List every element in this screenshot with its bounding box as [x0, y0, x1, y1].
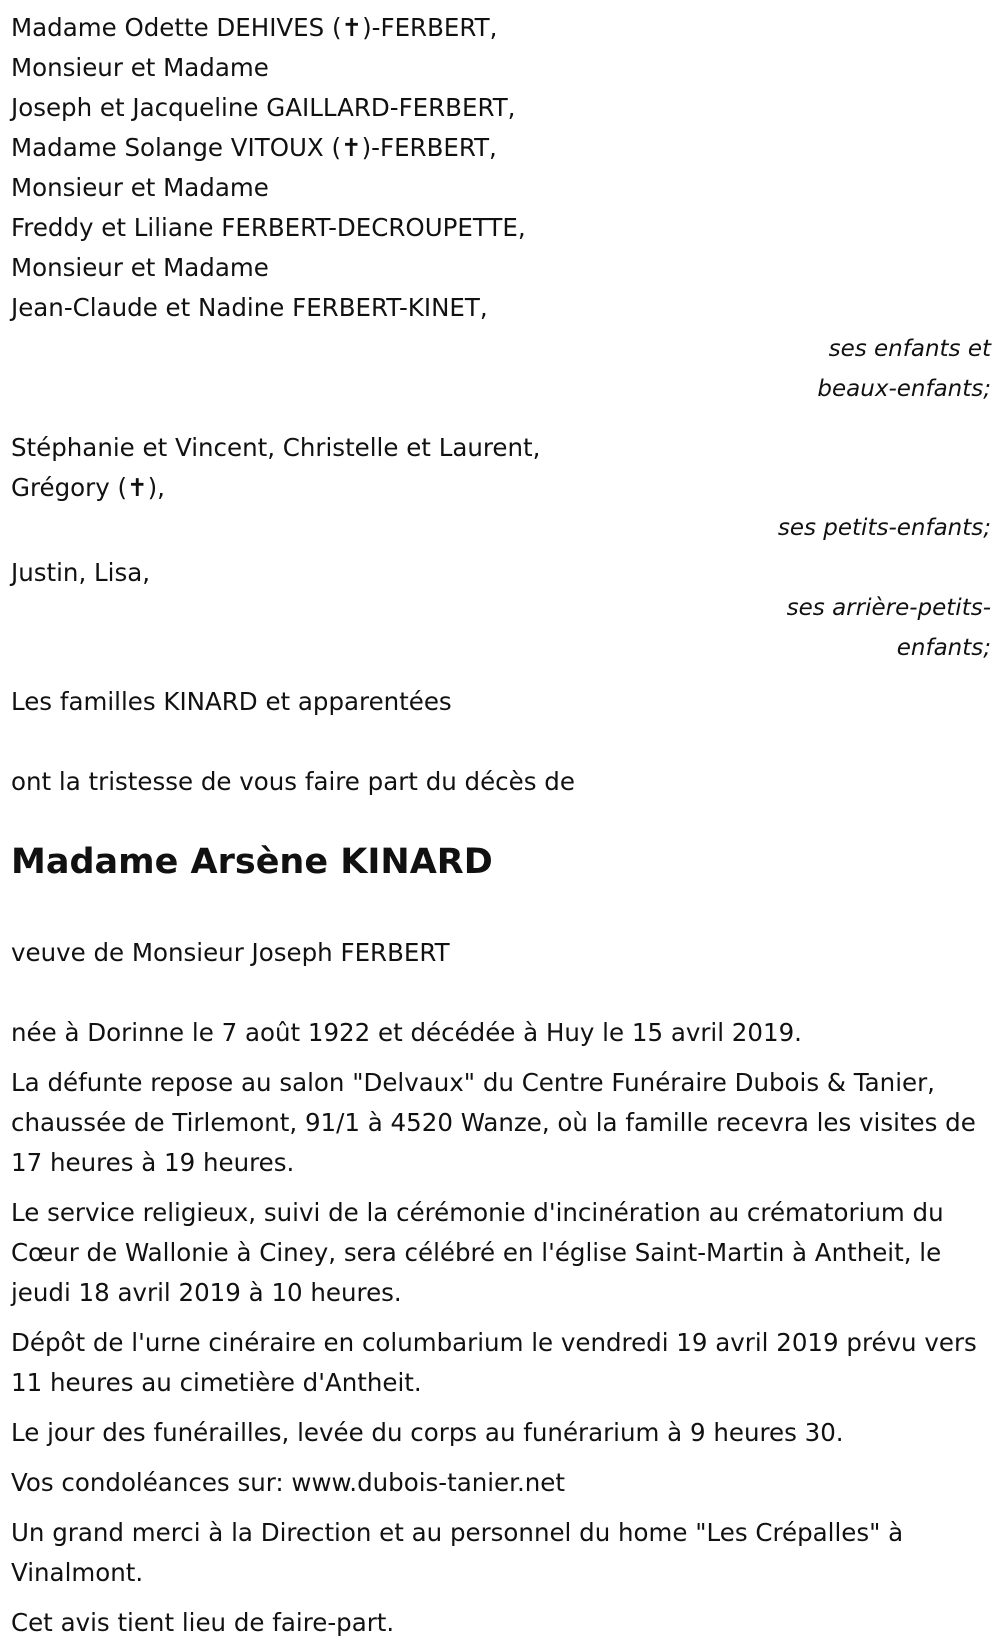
viewing-paragraph: La défunte repose au salon "Delvaux" du Centre Funéraire Dubois & Tanier, chaussée de Tirlemont, 91/1 à 4520 Wanze, où la famille recevra les visites de 17 heures à 19 heures. — [11, 1068, 976, 1177]
condolences-paragraph: Vos condoléances sur: www.dubois-tanier.net — [11, 1468, 565, 1497]
widow-of-line: veuve de Monsieur Joseph FERBERT — [11, 938, 450, 967]
family-line: Monsieur et Madame — [11, 253, 269, 282]
thanks-paragraph: Un grand merci à la Direction et au personnel du home "Les Crépalles" à Vinalmont. — [11, 1518, 904, 1587]
family-list — [11, 8, 991, 328]
grandchildren-list — [11, 428, 991, 508]
relation-great-grandchildren-line: enfants; — [896, 635, 991, 661]
urn-paragraph: Dépôt de l'urne cinéraire en columbarium le vendredi 19 avril 2019 prévu vers 11 heures au cimetière d'Antheit. — [11, 1328, 977, 1397]
family-line: Jean-Claude et Nadine FERBERT-KINET, — [11, 293, 488, 322]
family-line: Freddy et Liliane FERBERT-DECROUPETTE, — [11, 213, 526, 242]
closing-paragraph: Cet avis tient lieu de faire-part. — [11, 1608, 395, 1637]
family-line: Monsieur et Madame — [11, 53, 269, 82]
funeral-day-paragraph: Le jour des funérailles, levée du corps au funérarium à 9 heures 30. — [11, 1418, 844, 1447]
relation-great-grandchildren — [11, 588, 991, 668]
details — [11, 1013, 991, 1643]
family-line: Madame Solange VITOUX (✝)-FERBERT, — [11, 133, 497, 162]
relation-children — [11, 329, 991, 409]
families-line: Les familles KINARD et apparentées — [11, 687, 452, 716]
relation-grandchildren: ses petits-enfants; — [777, 515, 991, 541]
relation-children-line: ses enfants et — [828, 336, 991, 362]
deceased-name: Madame Arsène KINARD — [11, 842, 493, 882]
family-line: Madame Odette DEHIVES (✝)-FERBERT, — [11, 13, 498, 42]
relation-children-line: beaux-enfants; — [817, 376, 991, 402]
great-grandchildren: Justin, Lisa, — [11, 558, 151, 587]
relation-great-grandchildren-line: ses arrière-petits- — [786, 595, 991, 621]
family-line: Joseph et Jacqueline GAILLARD-FERBERT, — [11, 93, 516, 122]
grandchildren-line: Stéphanie et Vincent, Christelle et Laurent, — [11, 433, 541, 462]
birth-death-paragraph: née à Dorinne le 7 août 1922 et décédée à Huy le 15 avril 2019. — [11, 1018, 802, 1047]
obituary-notice — [11, 8, 991, 1643]
family-line: Monsieur et Madame — [11, 173, 269, 202]
grandchildren-line: Grégory (✝), — [11, 473, 165, 502]
announcement-line: ont la tristesse de vous faire part du décès de — [11, 767, 575, 796]
service-paragraph: Le service religieux, suivi de la cérémonie d'incinération au crématorium du Cœur de Wallonie à Ciney, sera célébré en l'église Saint-Martin à Antheit, le jeudi 18 avril 2019 à 10 heures. — [11, 1198, 944, 1307]
